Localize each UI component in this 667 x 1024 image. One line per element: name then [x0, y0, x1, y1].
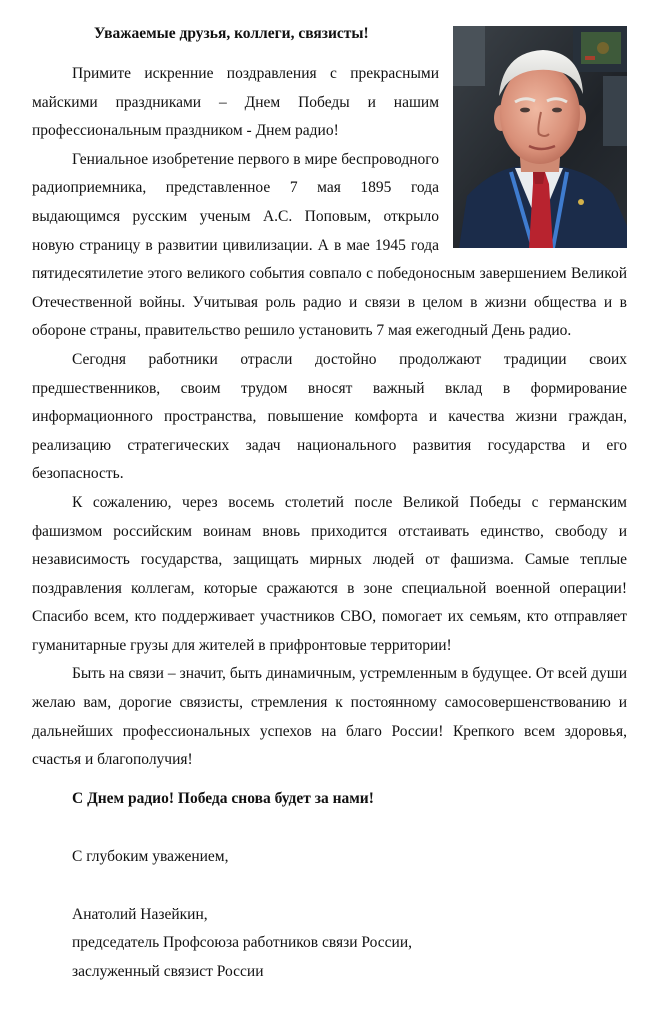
- letter-closing-slogan: С Днем радио! Победа снова будет за нами!: [72, 789, 374, 807]
- letter-paragraph: Сегодня работники отрасли достойно продолжают традиции своих предшественников, своим трудом вносят важный вклад в формирование информационного пространства, повышение комфорта и качества жизни граждан, реализацию стратегических задач национального развития государства и его безопасность.: [32, 350, 627, 483]
- signature-block: [72, 901, 627, 987]
- letter-paragraph: Быть на связи – значит, быть динамичным, устремленным в будущее. От всей души желаю вам, дорогие связисты, стремления к постоянному самосовершенствованию и дальнейших профессиональных успехов на благо России! Крепкого всем здоровья, счастья и благополучия!: [32, 665, 627, 769]
- letter-page: [32, 20, 627, 987]
- signature-honor: заслуженный связист России: [72, 963, 264, 981]
- signature-title: председатель Профсоюза работников связи России,: [72, 934, 412, 952]
- letter-paragraph: К сожалению, через восемь столетий после Великой Победы с германским фашизмом российским воинам вновь приходится отстаивать единство, свободу и независимость государства, защищать мирных людей от фашизма. Самые теплые поздравления коллегам, которые сражаются в зоне специальной военной операции! Спасибо всем, кто поддерживает участников СВО, помогает их семьям, кто отправляет гуманитарные грузы для жителей в прифронтовые территории!: [32, 493, 627, 654]
- signature-name: Анатолий Назейкин,: [72, 905, 208, 923]
- author-portrait-photo: [453, 26, 627, 248]
- letter-paragraph: Гениальное изобретение первого в мире беспроводного радиоприемника, представленное 7 мая 1895 года выдающимся русским ученым А.С. Поповым, открыло новую страницу в развитии цивилизации. А в мае 1945 года пятидесятилетие этого великого события совпало с победоносным завершением Великой Отечественной войны. Учитывая роль радио и связи в целом в жизни общества и в обороне страны, правительство решило установить 7 мая ежегодный День радио.: [32, 150, 627, 340]
- letter-regards: С глубоким уважением,: [72, 847, 229, 865]
- letter-paragraph: Примите искренние поздравления с прекрасными майскими праздниками – Днем Победы и нашим профессиональным праздником - Днем радио!: [32, 65, 439, 140]
- letter-greeting: Уважаемые друзья, коллеги, связисты!: [94, 25, 369, 42]
